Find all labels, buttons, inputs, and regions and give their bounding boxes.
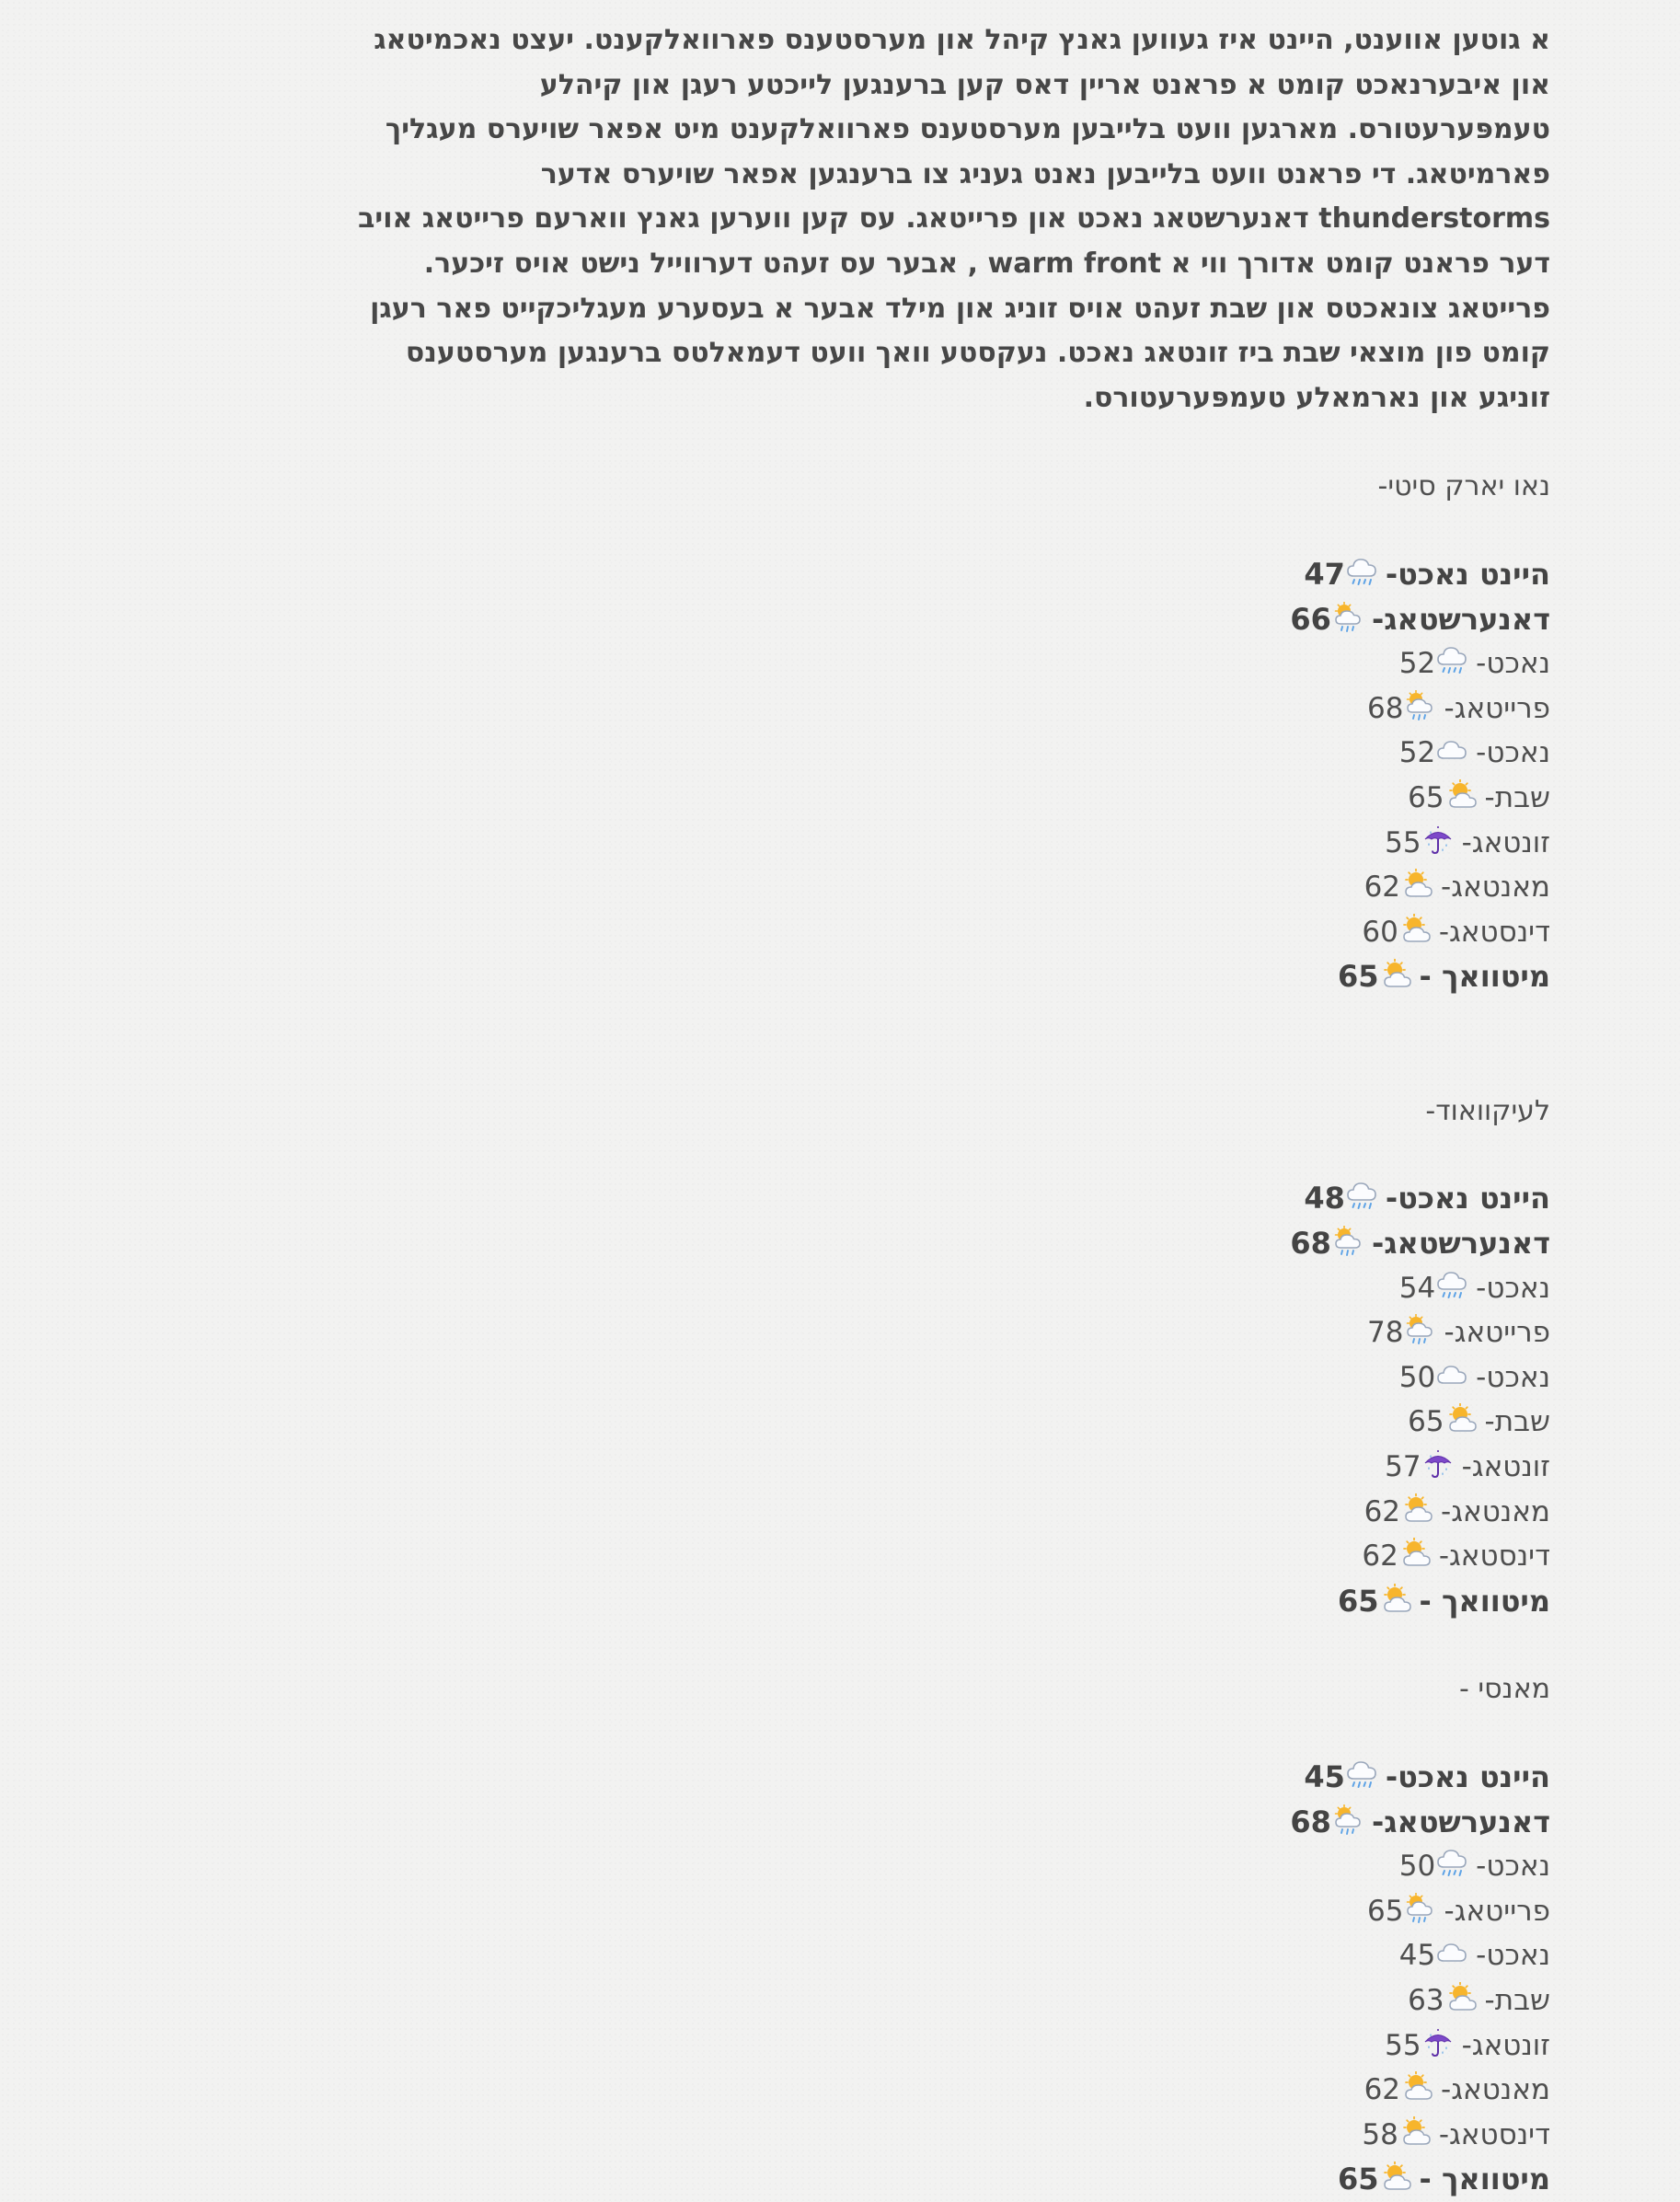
forecast-row bbox=[331, 1534, 1550, 1579]
cloud-rain-icon bbox=[1345, 557, 1378, 588]
forecast-day-label: דינסטאג- bbox=[1438, 2117, 1550, 2151]
forecast-day-label: פרייטאג- bbox=[1444, 1316, 1550, 1350]
forecast-temperature: 62 bbox=[1362, 1539, 1398, 1574]
forecast-temperature: 60 bbox=[1362, 915, 1398, 949]
forecast-temperature: 47 bbox=[1304, 556, 1345, 592]
sun-cloud-rain-icon bbox=[1331, 1226, 1364, 1257]
forecast-temperature: 55 bbox=[1385, 2028, 1421, 2062]
forecast-day-label: שבת- bbox=[1484, 1983, 1550, 2017]
forecast-temperature: 62 bbox=[1364, 870, 1401, 905]
city-name: לעיקוואוד- bbox=[1425, 1094, 1550, 1127]
forecast-temperature: 57 bbox=[1385, 1450, 1421, 1484]
forecast-row bbox=[331, 1889, 1550, 1934]
forecast-day-label: זונטאג- bbox=[1461, 1450, 1550, 1484]
forecast-row bbox=[331, 552, 1550, 597]
forecast-temperature: 65 bbox=[1408, 780, 1444, 814]
forecast-row bbox=[331, 865, 1550, 910]
forecast-temperature: 55 bbox=[1385, 825, 1421, 859]
forecast-day-label: היינט נאכט- bbox=[1385, 1181, 1550, 1216]
forecast-row bbox=[331, 1176, 1550, 1221]
forecast-list bbox=[331, 1176, 1550, 1623]
city-name: מאנסי - bbox=[1459, 1673, 1550, 1706]
forecast-day-label: נאכט- bbox=[1476, 1271, 1550, 1305]
sun-behind-cloud-icon bbox=[1379, 959, 1412, 990]
forecast-day-label: מאנטאג- bbox=[1441, 870, 1550, 905]
forecast-day-label: מיטוואך - bbox=[1419, 959, 1550, 995]
forecast-temperature: 65 bbox=[1337, 1583, 1379, 1619]
forecast-day-label: מאנטאג- bbox=[1441, 1494, 1550, 1528]
forecast-row bbox=[331, 2157, 1550, 2202]
forecast-day-label: שבת- bbox=[1484, 780, 1550, 814]
forecast-temperature: 52 bbox=[1398, 736, 1436, 770]
forecast-day-label: זונטאג- bbox=[1461, 825, 1550, 859]
forecast-day-label: מאנטאג- bbox=[1441, 2073, 1550, 2107]
forecast-day-label: פרייטאג- bbox=[1444, 1894, 1550, 1928]
cloud-rain-icon bbox=[1345, 1759, 1378, 1791]
cloud-rain-icon bbox=[1435, 645, 1468, 676]
forecast-list bbox=[331, 552, 1550, 999]
forecast-row bbox=[331, 1978, 1550, 2023]
forecast-day-label: פרייטאג- bbox=[1444, 691, 1550, 725]
sun-behind-cloud-icon bbox=[1379, 2162, 1412, 2193]
forecast-day-label: מיטוואך - bbox=[1419, 1583, 1550, 1619]
cloud-icon bbox=[1435, 1359, 1468, 1390]
forecast-row bbox=[331, 2113, 1550, 2158]
cloud-rain-icon bbox=[1435, 1848, 1468, 1879]
umbrella-rain-icon bbox=[1421, 2027, 1455, 2058]
forecast-row bbox=[331, 1221, 1550, 1266]
forecast-row bbox=[331, 1400, 1550, 1445]
sun-cloud-rain-icon bbox=[1403, 1314, 1436, 1345]
sun-behind-cloud-icon bbox=[1398, 914, 1432, 945]
city-section-monsey bbox=[331, 1667, 1550, 2202]
forecast-temperature: 45 bbox=[1398, 1939, 1436, 1973]
sun-behind-cloud-icon bbox=[1379, 1584, 1412, 1615]
forecast-page bbox=[331, 18, 1550, 2202]
forecast-row bbox=[331, 1490, 1550, 1535]
forecast-row bbox=[331, 1579, 1550, 1624]
forecast-day-label: נאכט- bbox=[1476, 1939, 1550, 1973]
cloud-rain-icon bbox=[1435, 1270, 1468, 1301]
forecast-temperature: 63 bbox=[1408, 1983, 1444, 2017]
sun-cloud-rain-icon bbox=[1403, 1893, 1436, 1924]
sun-behind-cloud-icon bbox=[1400, 869, 1433, 900]
forecast-list bbox=[331, 1755, 1550, 2202]
forecast-row bbox=[331, 686, 1550, 732]
forecast-row bbox=[331, 731, 1550, 776]
forecast-temperature: 50 bbox=[1398, 1360, 1436, 1394]
city-name: נאו יארק סיטי- bbox=[1377, 470, 1550, 503]
forecast-day-label: דאנערשטאג- bbox=[1371, 1226, 1550, 1262]
forecast-day-label: נאכט- bbox=[1476, 736, 1550, 770]
city-section-lakewood bbox=[331, 1089, 1550, 1624]
forecast-day-label: דינסטאג- bbox=[1438, 915, 1550, 949]
sun-behind-cloud-icon bbox=[1444, 1403, 1478, 1435]
forecast-day-label: דאנערשטאג- bbox=[1371, 1804, 1550, 1839]
forecast-row bbox=[331, 1933, 1550, 1978]
forecast-temperature: 48 bbox=[1304, 1181, 1345, 1216]
forecast-temperature: 62 bbox=[1364, 1494, 1401, 1528]
sun-behind-cloud-icon bbox=[1444, 1982, 1478, 2013]
forecast-row bbox=[331, 1310, 1550, 1355]
forecast-temperature: 65 bbox=[1408, 1405, 1444, 1439]
sun-cloud-rain-icon bbox=[1403, 690, 1436, 721]
forecast-temperature: 68 bbox=[1290, 1804, 1331, 1839]
forecast-temperature: 65 bbox=[1337, 2162, 1379, 2197]
sun-behind-cloud-icon bbox=[1400, 2071, 1433, 2103]
forecast-row bbox=[331, 641, 1550, 686]
forecast-row bbox=[331, 821, 1550, 866]
forecast-temperature: 68 bbox=[1290, 1226, 1331, 1262]
forecast-temperature: 65 bbox=[1337, 959, 1379, 995]
forecast-discussion: א גוטען אווענט, היינט איז געווען גאנץ קיהל און מערסטענס פארוואלקענט. יעצט נאכמיטאג און איבערנאכט קומט א פראנט אריין דאס קען ברענגען לייכטע רעגן און קיהלע טעמפּערעטורס. מארגען וועט בלייבען מערסטענס פארוואלקענט מיט אפאר שויערס מעגליך פארמיטאג. די פראנט וועט בלייבען נאנט געניג צו ברענגען אפאר שויערס אדער thunderstorms דאנערשטאג נאכט און פרייטאג. עס קען ווערען גאנץ ווארעם פרייטאג אויב דער פראנט קומט אדורך ווי א warm front , אבער עס זעהט דערווייל נישט אויס זיכער. פרייטאג צונאכטס און שבת זעהט אויס זוניג און מילד אבער א בעסערע מעגליכקייט פאר רעגן קומט פון מוצאי שבת ביז זונטאג נאכט. נעקסטע וואך וועט דעמאלטס ברענגען מערסטענס זוניגע און נארמאלע טעמפּערעטורס. bbox=[358, 24, 1550, 414]
forecast-temperature: 65 bbox=[1367, 1894, 1404, 1928]
forecast-temperature: 66 bbox=[1290, 601, 1331, 637]
forecast-temperature: 54 bbox=[1398, 1271, 1436, 1305]
forecast-row bbox=[331, 1844, 1550, 1889]
forecast-temperature: 62 bbox=[1364, 2073, 1401, 2107]
forecast-day-label: דאנערשטאג- bbox=[1371, 601, 1550, 637]
forecast-row bbox=[331, 1800, 1550, 1845]
forecast-row bbox=[331, 776, 1550, 821]
forecast-temperature: 68 bbox=[1367, 691, 1404, 725]
forecast-row bbox=[331, 2068, 1550, 2113]
city-section-nyc bbox=[331, 465, 1550, 999]
sun-cloud-rain-icon bbox=[1331, 1804, 1364, 1836]
forecast-row bbox=[331, 1355, 1550, 1401]
forecast-day-label: נאכט- bbox=[1476, 1360, 1550, 1394]
forecast-day-label: היינט נאכט- bbox=[1385, 556, 1550, 592]
forecast-row bbox=[331, 1445, 1550, 1490]
forecast-row bbox=[331, 1266, 1550, 1311]
sun-behind-cloud-icon bbox=[1398, 1538, 1432, 1569]
umbrella-rain-icon bbox=[1421, 824, 1455, 856]
forecast-day-label: היינט נאכט- bbox=[1385, 1759, 1550, 1794]
forecast-row bbox=[331, 2023, 1550, 2069]
forecast-day-label: נאכט- bbox=[1476, 1850, 1550, 1884]
forecast-temperature: 45 bbox=[1304, 1759, 1345, 1794]
cloud-rain-icon bbox=[1345, 1181, 1378, 1212]
sun-behind-cloud-icon bbox=[1398, 2116, 1432, 2148]
cloud-icon bbox=[1435, 1937, 1468, 1968]
forecast-day-label: שבת- bbox=[1484, 1405, 1550, 1439]
forecast-temperature: 50 bbox=[1398, 1850, 1436, 1884]
sun-behind-cloud-icon bbox=[1444, 779, 1478, 811]
forecast-temperature: 78 bbox=[1367, 1316, 1404, 1350]
forecast-temperature: 58 bbox=[1362, 2117, 1398, 2151]
forecast-row bbox=[331, 597, 1550, 642]
forecast-row bbox=[331, 1755, 1550, 1800]
forecast-day-label: נאכט- bbox=[1476, 647, 1550, 681]
forecast-day-label: זונטאג- bbox=[1461, 2028, 1550, 2062]
forecast-row bbox=[331, 954, 1550, 999]
sun-behind-cloud-icon bbox=[1400, 1493, 1433, 1525]
forecast-day-label: מיטוואך - bbox=[1419, 2162, 1550, 2197]
forecast-row bbox=[331, 910, 1550, 955]
cloud-icon bbox=[1435, 734, 1468, 766]
sun-cloud-rain-icon bbox=[1331, 602, 1364, 633]
umbrella-rain-icon bbox=[1421, 1448, 1455, 1480]
forecast-day-label: דינסטאג- bbox=[1438, 1539, 1550, 1574]
forecast-temperature: 52 bbox=[1398, 647, 1436, 681]
